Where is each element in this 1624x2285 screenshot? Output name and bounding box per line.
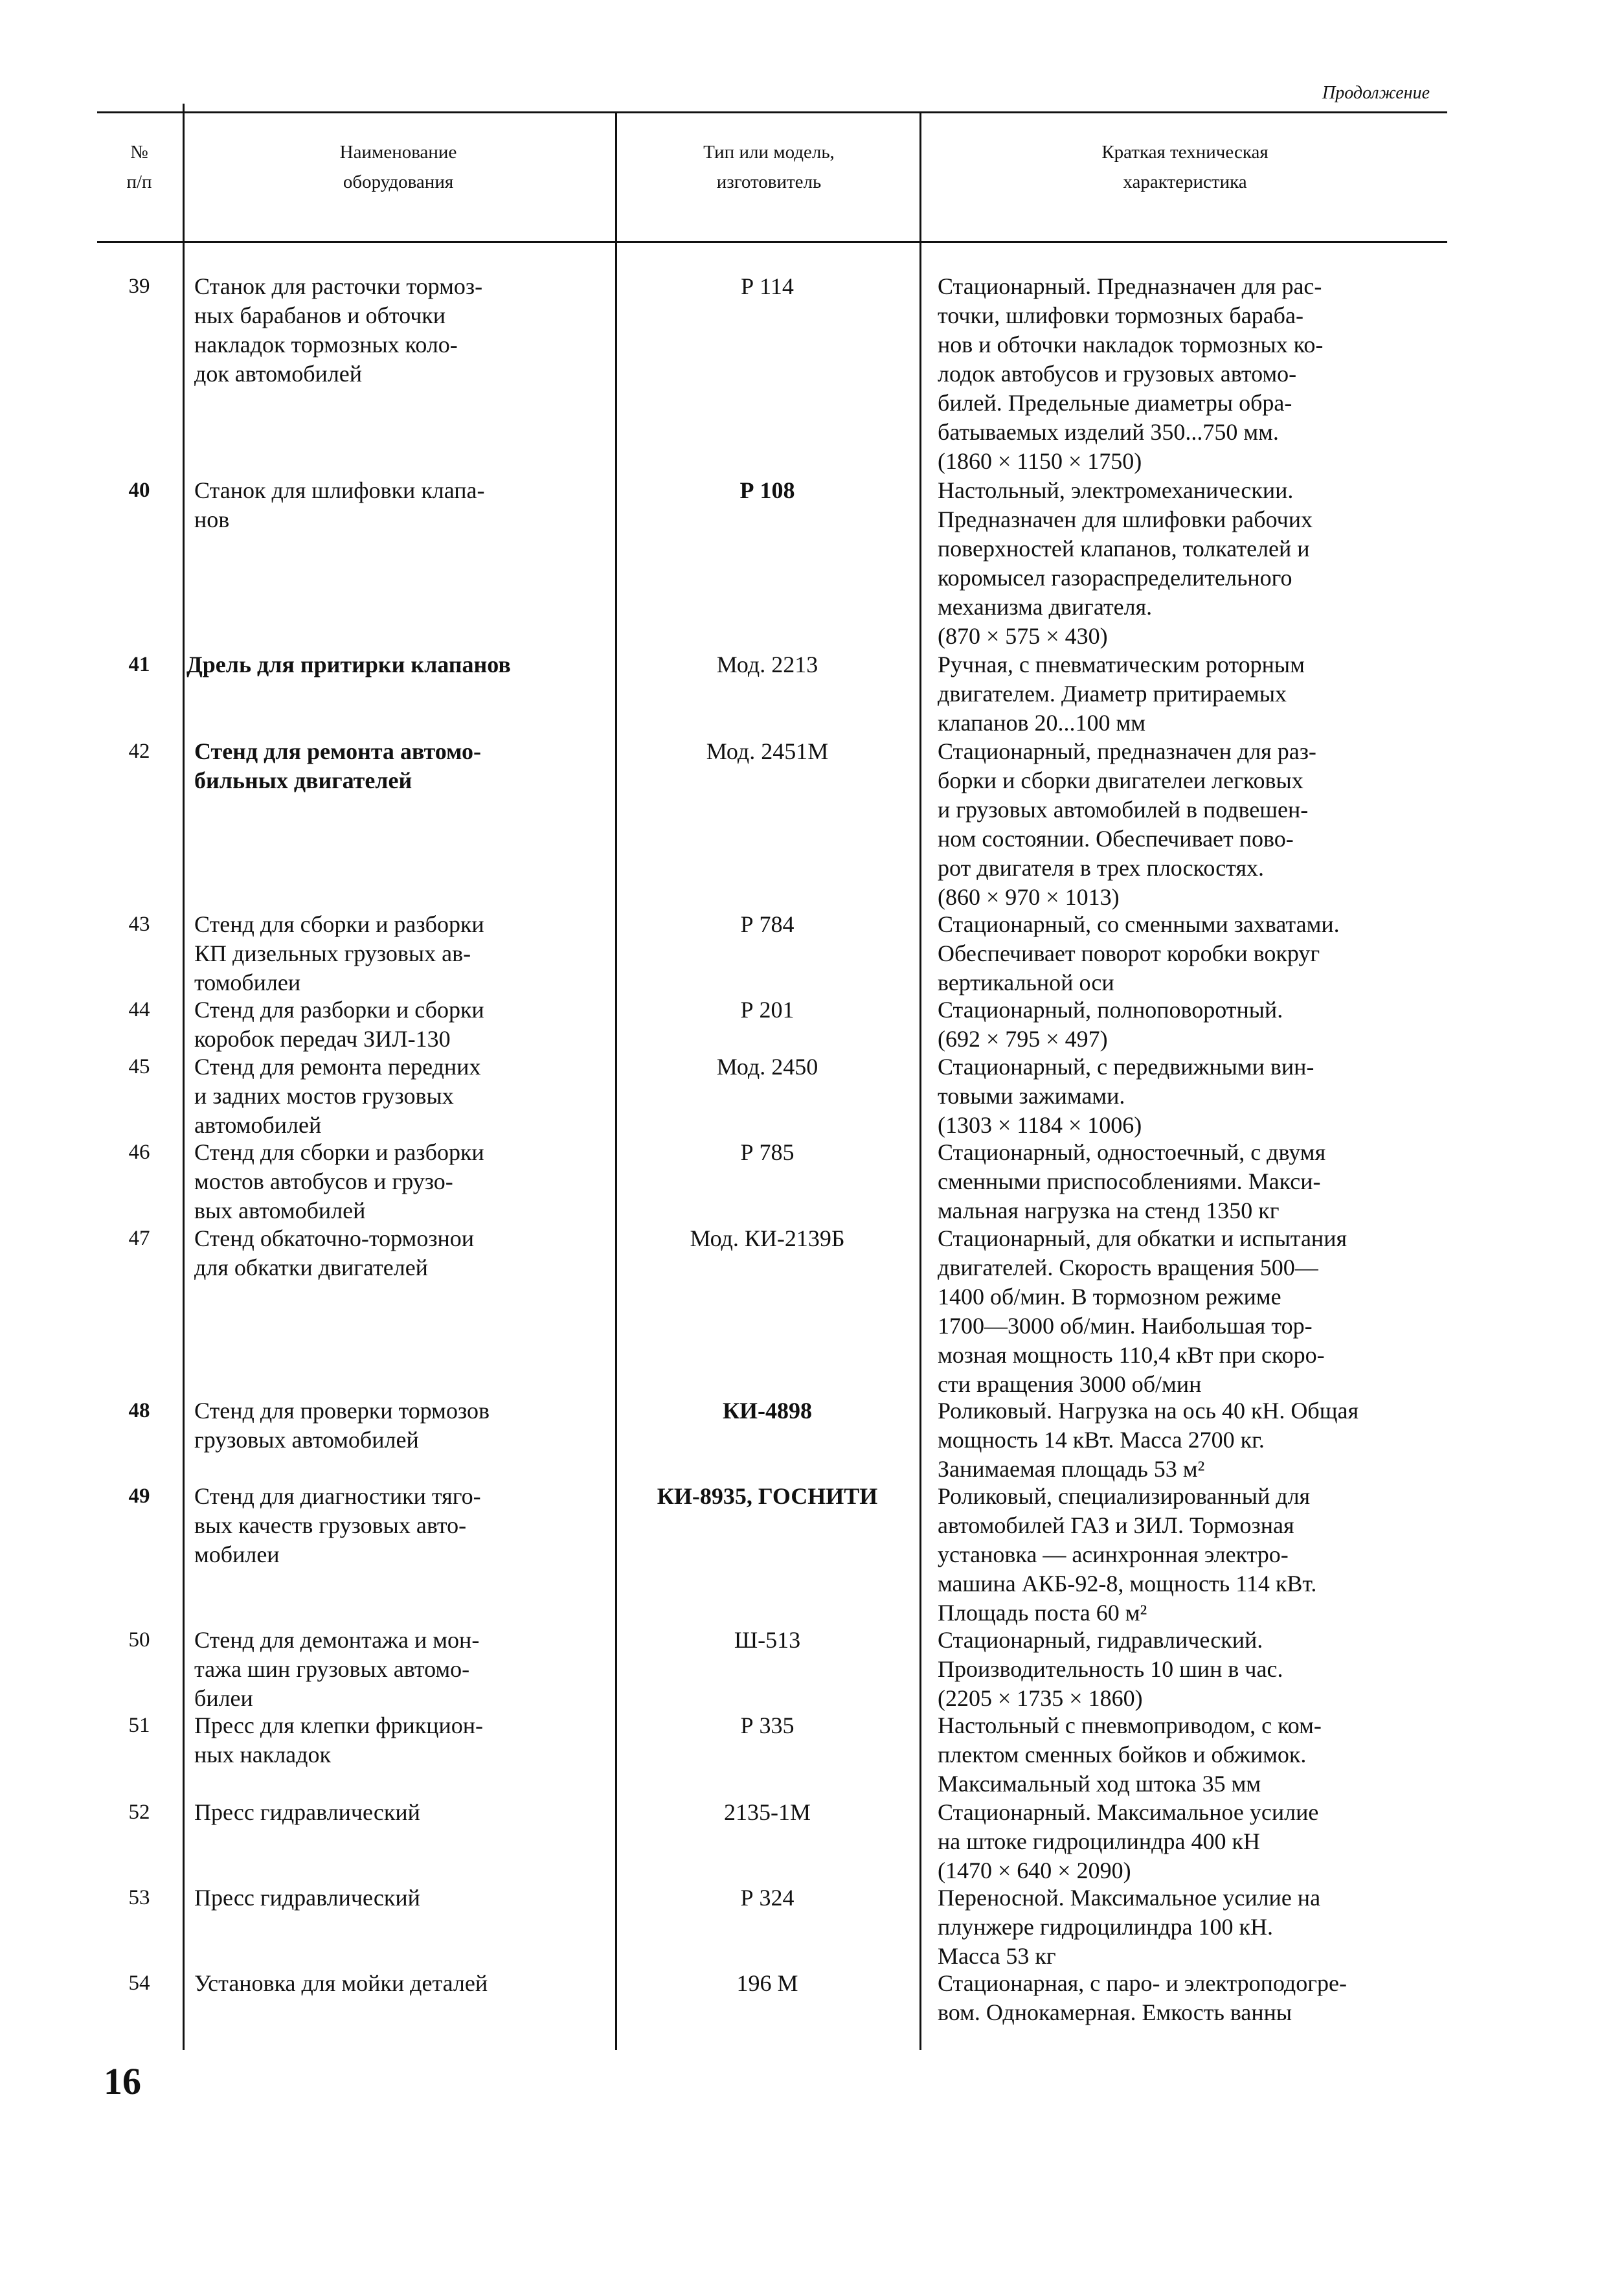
- equipment-name: Стенд обкаточно-тормознои для обкатки двигателей: [194, 1225, 475, 1280]
- row-number: 41: [128, 653, 150, 676]
- equipment-model: Мод. 2213: [716, 652, 818, 677]
- row-number: 50: [128, 1628, 150, 1652]
- equipment-model: Р 785: [740, 1139, 795, 1165]
- equipment-name: Стенд для диагностики тяго- вых качеств грузовых авто- мобилеи: [194, 1483, 481, 1567]
- equipment-model: Р 335: [740, 1712, 795, 1738]
- equipment-spec: Стационарный, предназначен для раз- борки и сборки двигателеи легковых и грузовых автомобилей в подвешен- ном состоянии. Обеспечивает пово- рот двигателя в трех плоскостях. (860 × 970 × 1013): [938, 738, 1316, 910]
- equipment-spec: Роликовый, специализированный для автомобилей ГАЗ и ЗИЛ. Тормозная установка — асинхронная электро- машина АКБ-92-8, мощность 114 кВт. Площадь поста 60 м²: [938, 1483, 1317, 1626]
- equipment-name: Стенд для сборки и разборки мостов автобусов и грузо- вых автомобилей: [194, 1139, 484, 1223]
- equipment-model: Р 201: [740, 997, 795, 1023]
- equipment-spec: Настольный, электромеханическии. Предназначен для шлифовки рабочих поверхностей клапанов, толкателей и коромысел газораспределительного механизма двигателя. (870 × 575 × 430): [938, 477, 1313, 649]
- table-top-rule: [97, 111, 1447, 113]
- row-number: 45: [128, 1055, 150, 1078]
- row-number: 48: [128, 1399, 150, 1422]
- header-name: Наименование оборудования: [339, 142, 457, 192]
- row-number: 51: [128, 1714, 150, 1737]
- row-number: 52: [128, 1801, 150, 1824]
- equipment-spec: Ручная, с пневматическим роторным двигателем. Диаметр притираемых клапанов 20...100 мм: [938, 652, 1305, 736]
- equipment-name: Дрель для притирки клапанов: [186, 652, 511, 677]
- equipment-name: Стенд для сборки и разборки КП дизельных грузовых ав- томобилеи: [194, 911, 484, 995]
- equipment-model: КИ-8935, ГОСНИТИ: [657, 1483, 878, 1509]
- equipment-model: Мод. КИ-2139Б: [690, 1225, 845, 1251]
- column-divider-3: [919, 111, 921, 2050]
- equipment-model: Ш-513: [734, 1627, 801, 1653]
- row-number: 54: [128, 1972, 150, 1995]
- equipment-model: Р 784: [740, 911, 795, 937]
- row-number: 39: [128, 275, 150, 298]
- equipment-spec: Стационарный, одностоечный, с двумя сменными приспособлениями. Макси- мальная нагрузка на стенд 1350 кг: [938, 1139, 1326, 1223]
- equipment-name: Станок для шлифовки клапа- нов: [194, 477, 485, 532]
- equipment-name: Пресс гидравлический: [194, 1799, 420, 1825]
- equipment-name: Станок для расточки тормоз- ных барабанов и обточки накладок тормозных коло- док автомобилей: [194, 273, 483, 387]
- equipment-name: Стенд для ремонта передних и задних мостов грузовых автомобилей: [194, 1054, 481, 1138]
- header-bottom-rule: [97, 241, 1447, 243]
- equipment-spec: Стационарный, с передвижными вин- товыми зажимами. (1303 × 1184 × 1006): [938, 1054, 1314, 1138]
- equipment-model: Р 324: [740, 1885, 795, 1911]
- row-number: 49: [128, 1484, 150, 1508]
- equipment-spec: Настольный с пневмоприводом, с ком- плектом сменных бойков и обжимок. Максимальный ход штока 35 мм: [938, 1712, 1322, 1797]
- equipment-name: Пресс гидравлический: [194, 1885, 420, 1911]
- equipment-spec: Стационарный. Максимальное усилие на штоке гидроцилиндра 400 кН (1470 × 640 × 2090): [938, 1799, 1319, 1883]
- row-number: 40: [128, 479, 150, 502]
- page-number: 16: [104, 2060, 141, 2102]
- row-number: 47: [128, 1227, 150, 1250]
- header-model: Тип или модель, изготовитель: [703, 142, 835, 192]
- equipment-model: 2135-1М: [724, 1799, 811, 1825]
- equipment-model: Мод. 2451М: [706, 738, 829, 764]
- equipment-name: Стенд для демонтажа и мон- тажа шин грузовых автомо- билеи: [194, 1627, 480, 1711]
- column-divider-1: [183, 104, 185, 2050]
- equipment-name: Стенд для ремонта автомо- бильных двигателей: [194, 738, 482, 793]
- equipment-spec: Стационарный, со сменными захватами. Обеспечивает поворот коробки вокруг вертикальной оси: [938, 911, 1340, 995]
- equipment-spec: Стационарный, полноповоротный. (692 × 795 × 497): [938, 997, 1283, 1052]
- row-number: 43: [128, 913, 150, 936]
- equipment-spec: Стационарный. Предназначен для рас- точки, шлифовки тормозных бараба- нов и обточки накладок тормозных ко- лодок автобусов и грузовых автомо- билей. Предельные диаметры обра- батываемых изделий 350...750 мм. (1860 × 1150 × 1750): [938, 273, 1324, 474]
- equipment-model: Мод. 2450: [716, 1054, 818, 1080]
- equipment-name: Пресс для клепки фрикцион- ных накладок: [194, 1712, 483, 1768]
- equipment-spec: Стационарная, с паро- и электроподогре- вом. Однокамерная. Емкость ванны: [938, 1970, 1347, 2025]
- equipment-model: КИ-4898: [722, 1398, 813, 1424]
- equipment-spec: Роликовый. Нагрузка на ось 40 кН. Общая мощность 14 кВт. Масса 2700 кг. Занимаемая площадь 53 м²: [938, 1398, 1359, 1482]
- equipment-model: Р 114: [741, 273, 794, 299]
- equipment-model: Р 108: [739, 477, 795, 503]
- equipment-spec: Стационарный, для обкатки и испытания двигателей. Скорость вращения 500— 1400 об/мин. В тормозном режиме 1700—3000 об/мин. Наибольшая тор- мозная мощность 110,4 кВт при скоро- сти вращения 3000 об/мин: [938, 1225, 1348, 1397]
- equipment-name: Стенд для проверки тормозов грузовых автомобилей: [194, 1398, 490, 1453]
- equipment-name: Установка для мойки деталей: [194, 1970, 488, 1996]
- header-num: № п/п: [126, 142, 152, 192]
- equipment-spec: Стационарный, гидравлический. Производительность 10 шин в час. (2205 × 1735 × 1860): [938, 1627, 1283, 1711]
- row-number: 53: [128, 1886, 150, 1909]
- row-number: 42: [128, 740, 150, 763]
- header-spec: Краткая техническая характеристика: [1101, 142, 1269, 192]
- equipment-spec: Переносной. Максимальное усилие на плунжере гидроцилиндра 100 кН. Масса 53 кг: [938, 1885, 1321, 1969]
- equipment-name: Стенд для разборки и сборки коробок передач ЗИЛ-130: [194, 997, 484, 1052]
- continuation-label: Продолжение: [1322, 83, 1430, 103]
- row-number: 44: [128, 998, 150, 1021]
- equipment-model: 196 М: [736, 1970, 798, 1996]
- row-number: 46: [128, 1141, 150, 1164]
